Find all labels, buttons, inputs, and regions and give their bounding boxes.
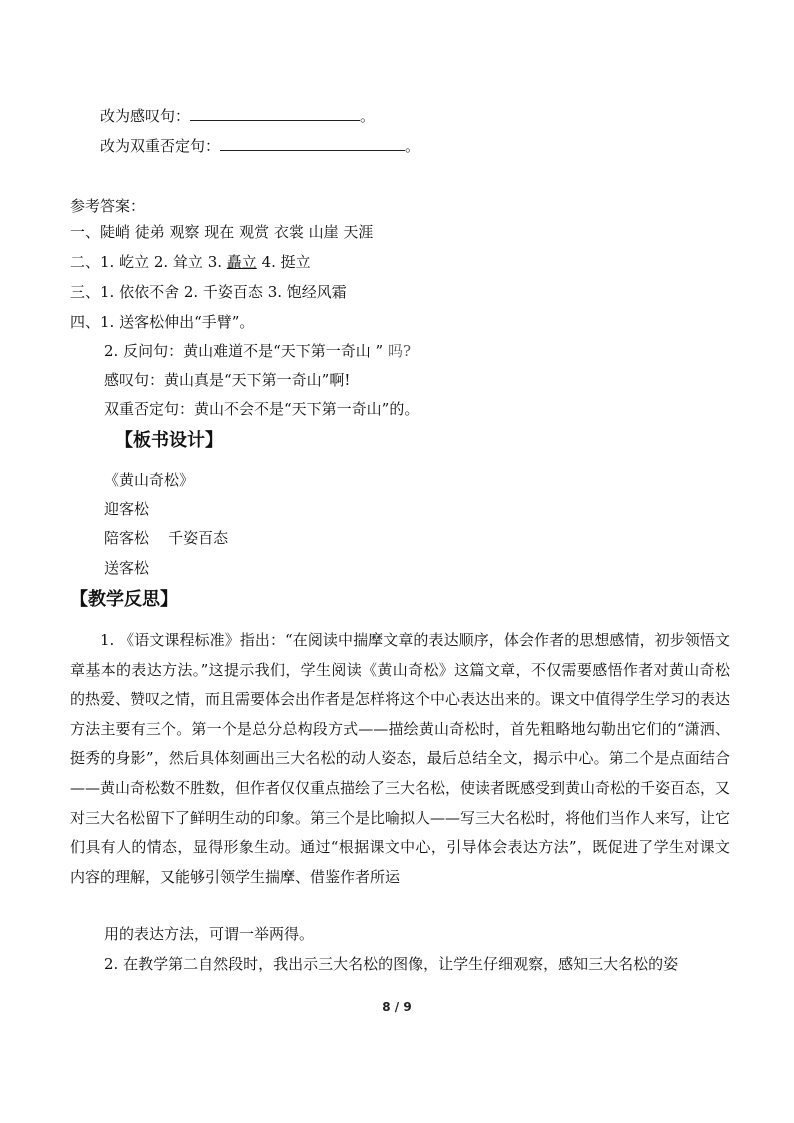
board-title: 《黄山奇松》	[104, 471, 195, 489]
board-design-heading: 【板书设计】	[115, 430, 223, 451]
reflection-paragraph-1: 1. 《语文课程标准》指出：“在阅读中揣摩文章的表达顺序，体会作者的思想感情，初步领悟文章基本的表达方法。”这提示我们，学生阅读《黄山奇松》这篇文章，不仅需要感悟作者对黄山奇松的热爱、赞叹之情，而且需要体会出作者是怎样将这个中心表达出来的。课文中值得学生学习的表达方法主要有三个。第一个是总分总构段方式——描绘黄山奇松时，首先粗略地勾勒出它们的“潇洒、挺秀的身影”，然后具体刻画出三大名松的动人姿态，最后总结全文，揭示中心。第二个是点面结合——黄山奇松数不胜数，但作者仅仅重点描绘了三大名松，使读者既感受到黄山奇松的千姿百态，又对三大名松留下了鲜明生动的印象。第三个是比喻拟人——写三大名松时，将他们当作人来写，让它们具有人的情态，显得形象生动。通过“根据课文中心，引导体会表达方法”，既促进了学生对课文内容的理解，又能够引领学生揣摩、借鉴作者所运	[70, 631, 731, 886]
answer-4-4: 双重否定句：黄山不会不是“天下第一奇山”的。	[104, 400, 420, 418]
double-negative-answer-blank	[220, 136, 405, 151]
exclaim-label: 改为感叹句：	[100, 107, 191, 125]
board-item-1: 迎客松	[104, 500, 150, 518]
reflection-paragraph-1-continuation: 用的表达方法，可谓一举两得。	[104, 925, 315, 943]
reflection-paragraph-2: 2. 在教学第二自然段时，我出示三大名松的图像，让学生仔细观察，感知三大名松的姿	[104, 955, 679, 973]
answer-2-suffix: 4. 挺立	[256, 253, 311, 271]
page-number: 8 / 9	[382, 1000, 412, 1014]
double-negative-exercise-line	[100, 136, 420, 156]
answer-2-prefix: 二、1. 屹立 2. 耸立 3.	[70, 253, 227, 271]
board-item-2: 陪客松 千姿百态	[104, 529, 229, 547]
answer-4-2	[104, 341, 411, 361]
board-item-3: 送客松	[104, 559, 150, 577]
answer-4-2-end: 吗?	[387, 342, 412, 360]
exclaim-exercise-line	[100, 106, 375, 126]
answer-4-2-main: 2. 反问句：黄山难道不是“天下第一奇山 ”	[104, 342, 384, 360]
reflection-heading: 【教学反思】	[70, 589, 178, 610]
end-mark: 。	[405, 137, 421, 155]
answer-2-underlined: 矗立	[226, 253, 257, 271]
answer-3: 三、1. 依依不舍 2. 千姿百态 3. 饱经风霜	[70, 283, 347, 301]
answers-heading: 参考答案：	[70, 197, 146, 215]
answer-2	[70, 252, 311, 272]
end-mark: 。	[360, 107, 376, 125]
answer-4-1: 四、1. 送客松伸出“手臂”。	[70, 313, 255, 331]
answer-1: 一、陡峭 徒弟 观察 现在 观赏 衣裳 山崖 天涯	[70, 223, 374, 241]
exclaim-answer-blank	[190, 106, 360, 121]
double-negative-label: 改为双重否定句：	[100, 137, 221, 155]
answer-4-3: 感叹句：黄山真是“天下第一奇山”啊!	[104, 371, 351, 389]
